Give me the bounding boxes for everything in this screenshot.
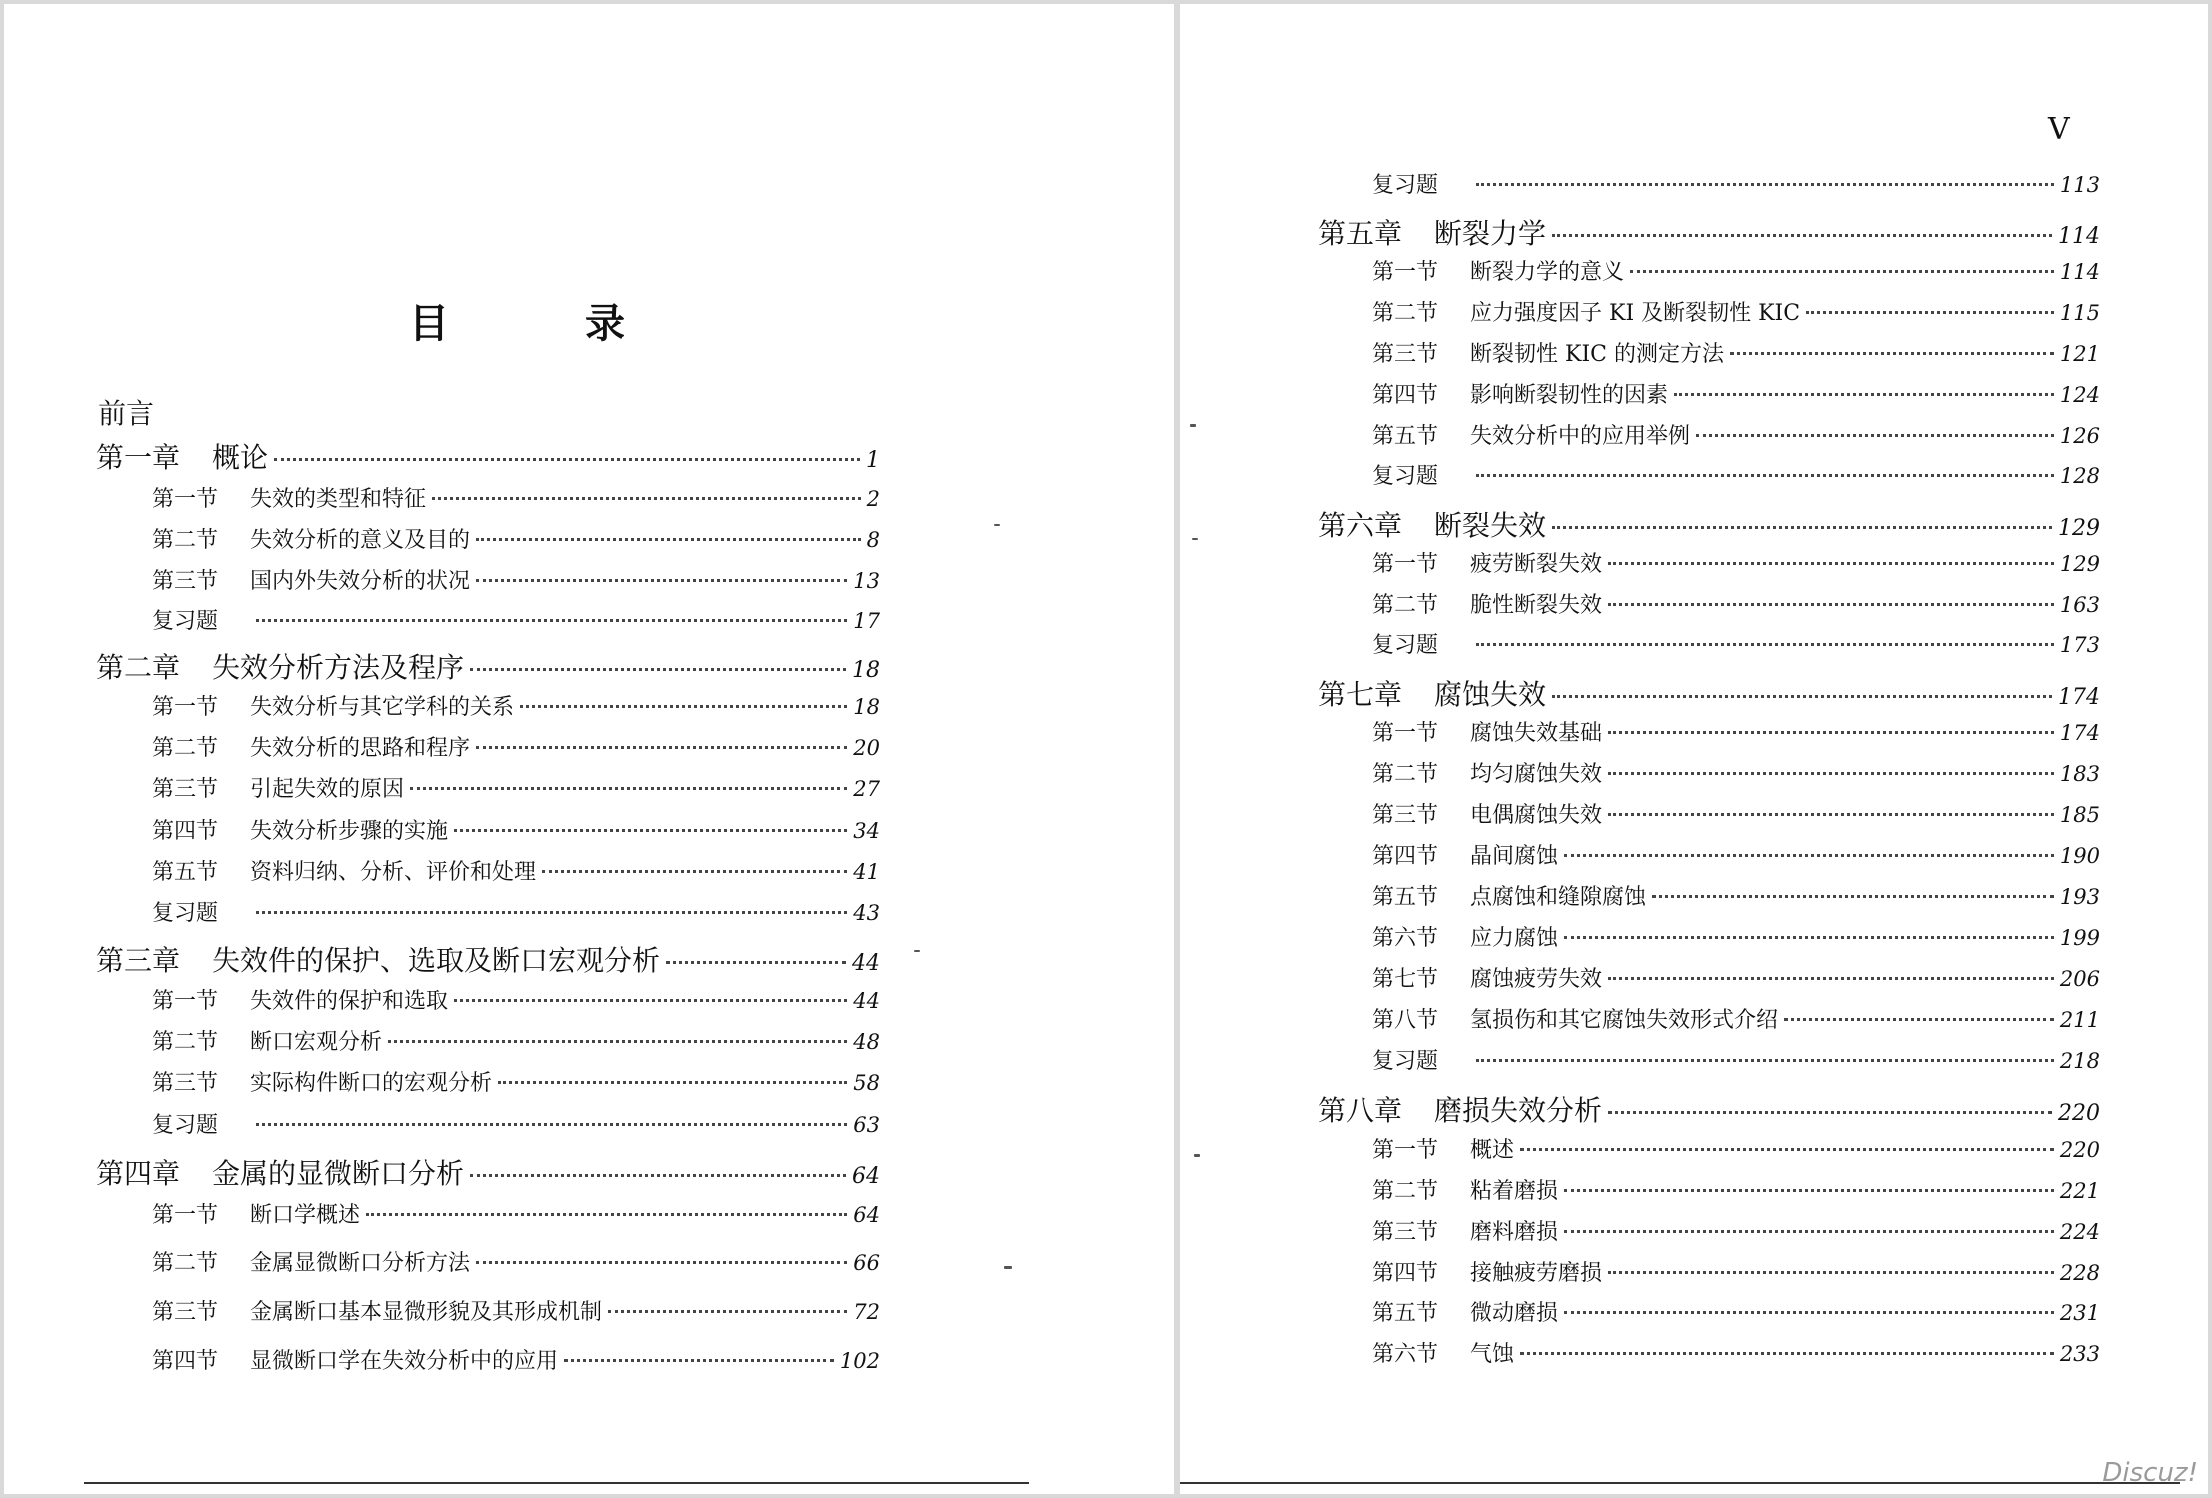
toc-entry-page: 124 <box>2059 383 2100 407</box>
toc-leader-dots <box>564 1359 834 1362</box>
scan-speck <box>1194 1154 1200 1157</box>
toc-entry-label: 第二节 <box>152 1251 219 1276</box>
toc-leader-dots <box>1476 183 2054 186</box>
toc-entry-page: 113 <box>2059 173 2100 197</box>
toc-entry-label: 第一节 <box>152 695 219 720</box>
toc-section-entry <box>1372 168 2100 199</box>
toc-entry-label: 第一章 <box>96 441 181 474</box>
toc-entry-title: 氢损伤和其它腐蚀失效形式介绍 <box>1470 1008 1779 1033</box>
toc-leader-dots <box>476 1261 847 1264</box>
toc-entry-title: 疲劳断裂失效 <box>1470 552 1603 577</box>
toc-entry-page: 174 <box>2059 721 2100 745</box>
toc-entry-page: 8 <box>866 528 880 552</box>
bottom-rule <box>1180 1482 2180 1484</box>
toc-entry-label: 第二节 <box>1372 301 1439 326</box>
toc-entry-label: 第八章 <box>1318 1094 1403 1127</box>
toc-section-entry <box>1372 1174 2100 1205</box>
toc-leader-dots <box>1564 1311 2054 1314</box>
scan-speck <box>914 950 920 952</box>
toc-entry-label: 第二节 <box>1372 593 1439 618</box>
scan-speck <box>1190 424 1196 427</box>
toc-section-entry <box>152 690 880 721</box>
toc-entry-title: 应力腐蚀 <box>1470 926 1559 951</box>
toc-entry-label: 第四节 <box>152 1349 219 1374</box>
toc-entry-label: 复习题 <box>1372 464 1439 489</box>
toc-leader-dots <box>476 579 847 582</box>
toc-section-entry <box>1372 296 2100 327</box>
toc-section-entry <box>152 1108 880 1139</box>
toc-entry-page: 129 <box>2059 552 2100 576</box>
toc-leader-dots <box>1520 1148 2054 1151</box>
toc-entry-title: 概论 <box>212 441 269 474</box>
toc-entry-page: 228 <box>2059 1261 2100 1285</box>
toc-entry-page: 17 <box>853 609 880 633</box>
toc-entry-page: 114 <box>2058 224 2100 249</box>
toc-leader-dots <box>1608 731 2054 734</box>
toc-chapter-entry <box>1318 212 2100 252</box>
toc-section-entry <box>152 896 880 927</box>
toc-entry-page: 20 <box>853 736 880 760</box>
toc-entry-label: 第三节 <box>152 569 219 594</box>
toc-entry-page: 218 <box>2059 1049 2100 1073</box>
toc-entry-label: 第五节 <box>1372 885 1439 910</box>
toc-entry-title: 应力强度因子 KI 及断裂韧性 KIC <box>1470 301 1801 326</box>
toc-entry-title: 显微断口学在失效分析中的应用 <box>250 1349 559 1374</box>
toc-entry-title: 微动磨损 <box>1470 1301 1559 1326</box>
toc-section-entry <box>152 482 880 513</box>
toc-section-entry <box>1372 1044 2100 1075</box>
toc-section-entry <box>1372 628 2100 659</box>
toc-leader-dots <box>1564 936 2054 939</box>
toc-entry-page: 58 <box>853 1071 880 1095</box>
toc-leader-dots <box>1652 895 2054 898</box>
toc-entry-title: 失效分析的思路和程序 <box>250 736 471 761</box>
toc-entry-label: 第一节 <box>152 1203 219 1228</box>
toc-entry-title: 金属的显微断口分析 <box>212 1157 465 1190</box>
toc-section-entry <box>152 1344 880 1375</box>
toc-entry-page: 193 <box>2059 885 2100 909</box>
scan-speck <box>994 524 1000 526</box>
toc-entry-label: 第四节 <box>1372 1261 1439 1286</box>
toc-entry-title: 失效分析的意义及目的 <box>250 528 471 553</box>
toc-entry-page: 173 <box>2059 633 2100 657</box>
toc-entry-page: 174 <box>2058 685 2100 710</box>
toc-entry-page: 190 <box>2059 844 2100 868</box>
toc-entry-title: 失效件的保护和选取 <box>250 989 449 1014</box>
toc-section-entry <box>152 772 880 803</box>
toc-entry-title: 电偶腐蚀失效 <box>1470 803 1603 828</box>
toc-entry-page: 185 <box>2059 803 2100 827</box>
toc-entry-label: 第七章 <box>1318 678 1403 711</box>
toc-leader-dots <box>1564 1189 2054 1192</box>
toc-entry-title: 断口宏观分析 <box>250 1030 383 1055</box>
toc-section-entry <box>1372 1003 2100 1034</box>
toc-entry-label: 复习题 <box>152 901 219 926</box>
toc-leader-dots <box>666 961 846 964</box>
toc-section-entry <box>152 1246 880 1277</box>
toc-leader-dots <box>1520 1352 2054 1355</box>
toc-section-entry <box>1372 1133 2100 1164</box>
toc-entry-page: 43 <box>853 901 880 925</box>
toc-entry-title: 断裂韧性 KIC 的测定方法 <box>1470 342 1724 367</box>
toc-section-entry <box>1372 588 2100 619</box>
toc-chapter-entry <box>1318 504 2100 544</box>
toc-entry-label: 第二章 <box>96 651 181 684</box>
toc-entry-label: 复习题 <box>1372 1049 1439 1074</box>
toc-leader-dots <box>1564 1230 2054 1233</box>
toc-section-entry <box>1372 880 2100 911</box>
toc-entry-page: 41 <box>853 860 880 884</box>
toc-entry-title: 腐蚀失效基础 <box>1470 721 1603 746</box>
toc-section-entry <box>152 1295 880 1326</box>
toc-leader-dots <box>1608 562 2054 565</box>
toc-section-entry <box>1372 1296 2100 1327</box>
toc-section-entry <box>1372 757 2100 788</box>
toc-entry-page: 18 <box>853 695 880 719</box>
toc-entry-label: 第三节 <box>152 1071 219 1096</box>
toc-leader-dots <box>274 458 860 461</box>
toc-leader-dots <box>1784 1018 2054 1021</box>
toc-entry-title: 失效分析与其它学科的关系 <box>250 695 515 720</box>
toc-entry-title: 金属断口基本显微形貌及其形成机制 <box>250 1300 603 1325</box>
toc-entry-title: 失效分析中的应用举例 <box>1470 424 1691 449</box>
toc-entry-title: 粘着磨损 <box>1470 1179 1559 1204</box>
toc-entry-label: 复习题 <box>152 1113 219 1138</box>
toc-entry-title: 失效分析方法及程序 <box>212 651 465 684</box>
toc-entry-page: 126 <box>2059 424 2100 448</box>
toc-leader-dots <box>608 1310 847 1313</box>
toc-entry-label: 第一节 <box>1372 721 1439 746</box>
toc-chapter-entry <box>1318 673 2100 713</box>
toc-leader-dots <box>256 911 847 914</box>
toc-entry-title: 腐蚀疲劳失效 <box>1470 967 1603 992</box>
toc-leader-dots <box>410 787 847 790</box>
toc-section-entry <box>1372 1256 2100 1287</box>
toc-entry-label: 第三章 <box>96 944 181 977</box>
toc-chapter-entry <box>1318 1089 2100 1129</box>
toc-entry-page: 2 <box>866 487 880 511</box>
toc-leader-dots <box>256 619 847 622</box>
toc-entry-label: 第六章 <box>1318 509 1403 542</box>
toc-section-entry <box>1372 716 2100 747</box>
toc-leader-dots <box>256 1123 847 1126</box>
toc-entry-label: 第二节 <box>152 736 219 761</box>
toc-section-entry <box>1372 962 2100 993</box>
toc-entry-title: 国内外失效分析的状况 <box>250 569 471 594</box>
right-page <box>1180 4 2208 1494</box>
toc-chapter-entry <box>96 646 880 686</box>
toc-entry-label: 第五节 <box>1372 424 1439 449</box>
toc-entry-title: 失效分析步骤的实施 <box>250 819 449 844</box>
toc-entry-title: 失效件的保护、选取及断口宏观分析 <box>212 944 661 977</box>
toc-section-entry <box>1372 378 2100 409</box>
toc-chapter-entry <box>96 1152 880 1192</box>
toc-entry-page: 66 <box>853 1251 880 1275</box>
toc-entry-title: 引起失效的原因 <box>250 777 405 802</box>
toc-entry-page: 206 <box>2059 967 2100 991</box>
toc-entry-label: 第三节 <box>1372 342 1439 367</box>
toc-entry-title: 断裂力学的意义 <box>1470 260 1625 285</box>
toc-entry-page: 163 <box>2059 593 2100 617</box>
toc-section-entry <box>152 604 880 635</box>
toc-entry-label: 第四节 <box>1372 383 1439 408</box>
toc-entry-page: 13 <box>853 569 880 593</box>
toc-leader-dots <box>1476 643 2054 646</box>
toc-entry-page: 129 <box>2058 516 2100 541</box>
toc-entry-page: 114 <box>2059 260 2100 284</box>
toc-section-entry <box>152 564 880 595</box>
toc-entry-page: 121 <box>2059 342 2100 366</box>
toc-entry-title: 晶间腐蚀 <box>1470 844 1559 869</box>
toc-entry-label: 第一节 <box>152 487 219 512</box>
toc-leader-dots <box>1608 603 2054 606</box>
toc-leader-dots <box>470 1174 846 1177</box>
toc-entry-label: 第五节 <box>1372 1301 1439 1326</box>
toc-entry-title: 脆性断裂失效 <box>1470 593 1603 618</box>
toc-entry-page: 64 <box>853 1203 880 1227</box>
toc-leader-dots <box>1552 526 2052 529</box>
toc-entry-title: 点腐蚀和缝隙腐蚀 <box>1470 885 1647 910</box>
watermark-text: Discuz! <box>2102 1458 2198 1488</box>
toc-entry-title: 实际构件断口的宏观分析 <box>250 1071 493 1096</box>
toc-entry-title: 接触疲劳磨损 <box>1470 1261 1603 1286</box>
toc-entry-label: 第四节 <box>152 819 219 844</box>
toc-entry-page: 220 <box>2058 1101 2100 1126</box>
toc-entry-label: 第一节 <box>1372 552 1439 577</box>
toc-entry-page: 18 <box>852 658 880 683</box>
toc-entry-label: 第七节 <box>1372 967 1439 992</box>
toc-entry-page: 44 <box>852 951 880 976</box>
toc-entry-title: 磨损失效分析 <box>1434 1094 1603 1127</box>
toc-entry-page: 224 <box>2059 1220 2100 1244</box>
toc-entry-label: 第二节 <box>1372 1179 1439 1204</box>
toc-leader-dots <box>1552 695 2052 698</box>
toc-entry-page: 220 <box>2059 1138 2100 1162</box>
toc-entry-label: 复习题 <box>1372 633 1439 658</box>
toc-leader-dots <box>1696 434 2054 437</box>
toc-preface: 前言 <box>98 397 155 430</box>
toc-leader-dots <box>470 668 846 671</box>
toc-leader-dots <box>1608 813 2054 816</box>
toc-entry-label: 第一节 <box>152 989 219 1014</box>
toc-section-entry <box>1372 839 2100 870</box>
toc-entry-title: 断口学概述 <box>250 1203 361 1228</box>
toc-leader-dots <box>1608 772 2054 775</box>
toc-entry-page: 233 <box>2059 1342 2100 1366</box>
left-page <box>4 4 1174 1494</box>
toc-entry-label: 第一节 <box>1372 1138 1439 1163</box>
toc-leader-dots <box>1476 474 2054 477</box>
toc-section-entry <box>1372 337 2100 368</box>
toc-entry-label: 第六节 <box>1372 926 1439 951</box>
toc-leader-dots <box>1608 1271 2054 1274</box>
toc-entry-page: 63 <box>853 1113 880 1137</box>
toc-leader-dots <box>1674 393 2054 396</box>
toc-entry-label: 第六节 <box>1372 1342 1439 1367</box>
toc-entry-page: 199 <box>2059 926 2100 950</box>
toc-section-entry <box>1372 1215 2100 1246</box>
toc-entry-page: 72 <box>853 1300 880 1324</box>
toc-entry-label: 第五章 <box>1318 217 1403 250</box>
toc-section-entry <box>152 814 880 845</box>
toc-leader-dots <box>432 497 861 500</box>
toc-entry-label: 第三节 <box>1372 803 1439 828</box>
toc-entry-title: 断裂失效 <box>1434 509 1547 542</box>
bottom-rule <box>84 1482 1029 1484</box>
toc-entry-page: 27 <box>853 777 880 801</box>
toc-leader-dots <box>542 870 847 873</box>
toc-entry-title: 断裂力学 <box>1434 217 1547 250</box>
toc-section-entry <box>152 731 880 762</box>
toc-entry-label: 第一节 <box>1372 260 1439 285</box>
toc-section-entry <box>152 523 880 554</box>
toc-leader-dots <box>388 1040 847 1043</box>
page-number: V <box>2048 112 2070 147</box>
toc-section-entry <box>1372 459 2100 490</box>
toc-leader-dots <box>1552 234 2052 237</box>
toc-section-entry <box>152 855 880 886</box>
toc-entry-title: 失效的类型和特征 <box>250 487 427 512</box>
toc-entry-title: 影响断裂韧性的因素 <box>1470 383 1669 408</box>
toc-entry-page: 1 <box>866 448 880 473</box>
toc-section-entry <box>1372 255 2100 286</box>
toc-entry-page: 34 <box>853 819 880 843</box>
toc-leader-dots <box>1476 1059 2054 1062</box>
toc-leader-dots <box>454 999 847 1002</box>
toc-leader-dots <box>1608 1111 2052 1114</box>
toc-section-entry <box>152 1066 880 1097</box>
toc-section-entry <box>1372 921 2100 952</box>
toc-entry-label: 第五节 <box>152 860 219 885</box>
toc-leader-dots <box>1630 270 2054 273</box>
toc-entry-page: 211 <box>2059 1008 2100 1032</box>
toc-entry-page: 231 <box>2059 1301 2100 1325</box>
toc-leader-dots <box>498 1081 847 1084</box>
toc-chapter-entry <box>96 436 880 476</box>
page-title: 目 录 <box>409 300 673 347</box>
toc-entry-page: 48 <box>853 1030 880 1054</box>
toc-leader-dots <box>1806 311 2054 314</box>
toc-entry-label: 第二节 <box>1372 762 1439 787</box>
toc-entry-page: 183 <box>2059 762 2100 786</box>
toc-entry-title: 金属显微断口分析方法 <box>250 1251 471 1276</box>
toc-entry-label: 第二节 <box>152 528 219 553</box>
toc-entry-title: 气蚀 <box>1470 1342 1515 1367</box>
toc-entry-page: 221 <box>2059 1179 2100 1203</box>
toc-section-entry <box>1372 1337 2100 1368</box>
toc-leader-dots <box>476 538 861 541</box>
toc-entry-label: 复习题 <box>152 609 219 634</box>
toc-entry-label: 第三节 <box>152 1300 219 1325</box>
toc-entry-label: 第二节 <box>152 1030 219 1055</box>
toc-section-entry <box>1372 798 2100 829</box>
scan-speck <box>1192 538 1198 540</box>
toc-leader-dots <box>1730 352 2054 355</box>
toc-section-entry <box>152 984 880 1015</box>
toc-entry-title: 资料归纳、分析、评价和处理 <box>250 860 537 885</box>
toc-entry-title: 腐蚀失效 <box>1434 678 1547 711</box>
toc-entry-title: 磨料磨损 <box>1470 1220 1559 1245</box>
toc-chapter-entry <box>96 939 880 979</box>
toc-entry-page: 128 <box>2059 464 2100 488</box>
toc-section-entry <box>152 1198 880 1229</box>
toc-leader-dots <box>1564 854 2054 857</box>
scan-speck <box>1004 1266 1012 1269</box>
toc-section-entry <box>1372 419 2100 450</box>
toc-leader-dots <box>1608 977 2054 980</box>
toc-entry-label: 第四章 <box>96 1157 181 1190</box>
toc-section-entry <box>152 1025 880 1056</box>
toc-leader-dots <box>366 1213 847 1216</box>
toc-leader-dots <box>520 705 847 708</box>
toc-entry-label: 复习题 <box>1372 173 1439 198</box>
toc-leader-dots <box>476 746 847 749</box>
toc-entry-label: 第四节 <box>1372 844 1439 869</box>
toc-entry-label: 第八节 <box>1372 1008 1439 1033</box>
toc-entry-page: 115 <box>2059 301 2100 325</box>
toc-entry-title: 概述 <box>1470 1138 1515 1163</box>
toc-leader-dots <box>454 829 847 832</box>
toc-section-entry <box>1372 547 2100 578</box>
toc-entry-title: 均匀腐蚀失效 <box>1470 762 1603 787</box>
toc-entry-label: 第三节 <box>1372 1220 1439 1245</box>
toc-entry-page: 44 <box>853 989 880 1013</box>
toc-entry-label: 第三节 <box>152 777 219 802</box>
toc-entry-page: 102 <box>839 1349 880 1373</box>
toc-entry-page: 64 <box>852 1164 880 1189</box>
